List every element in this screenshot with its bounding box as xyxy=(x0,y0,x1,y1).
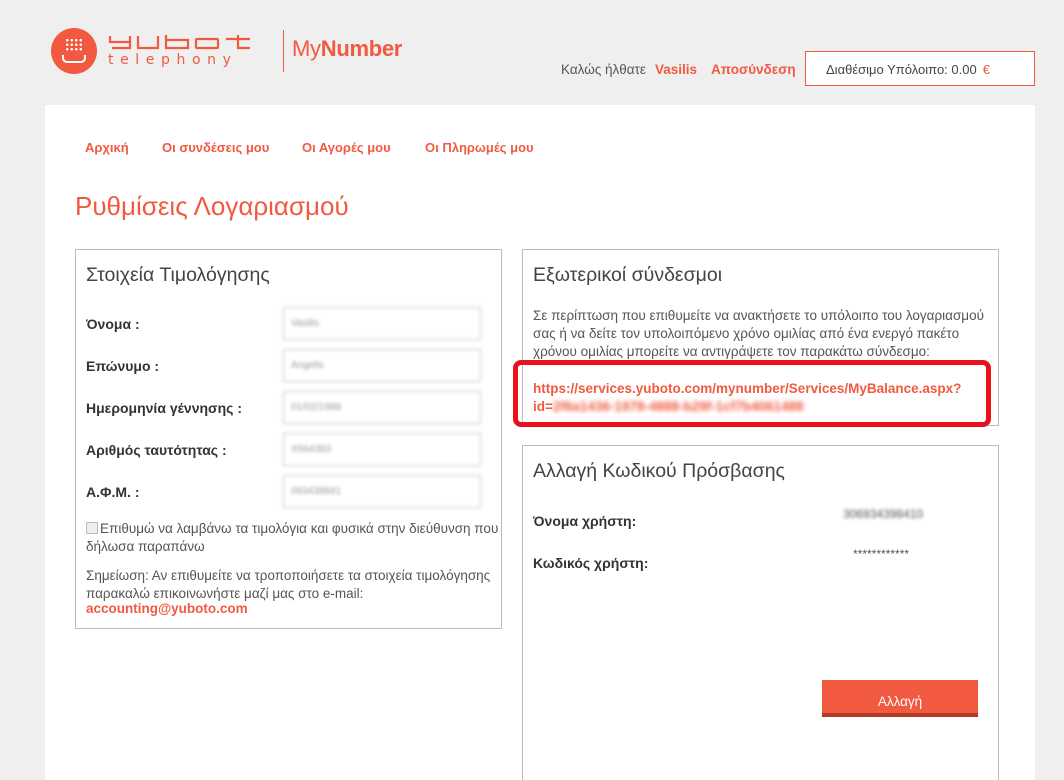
welcome-text: Καλώς ήλθατε xyxy=(561,62,646,77)
logout-link[interactable]: Αποσύνδεση xyxy=(711,62,796,77)
change-password-title: Αλλαγή Κωδικού Πρόσβασης xyxy=(533,460,785,482)
page-title: Ρυθμίσεις Λογαριασμού xyxy=(75,191,349,221)
username-label: Όνομα χρήστη: xyxy=(533,513,637,529)
vat-number-field[interactable]: 093439841 xyxy=(283,475,481,508)
nav-my-connections[interactable]: Οι συνδέσεις μου xyxy=(162,140,270,155)
nav-my-purchases[interactable]: Οι Αγορές μου xyxy=(302,140,391,155)
invoice-by-mail-checkbox[interactable] xyxy=(86,522,98,534)
first-name-label: Όνομα : xyxy=(86,316,140,332)
nav-my-payments[interactable]: Οι Πληρωμές μου xyxy=(425,140,534,155)
main-content xyxy=(45,105,1035,780)
password-label: Κωδικός χρήστη: xyxy=(533,555,649,571)
logo-subtitle: telephony xyxy=(108,52,238,68)
balance-box xyxy=(805,51,1035,86)
id-number-field[interactable]: X564393 xyxy=(283,433,481,466)
last-name-field[interactable]: Angelis xyxy=(283,349,481,382)
change-password-button[interactable]: Αλλαγή xyxy=(822,680,978,717)
currency-symbol: € xyxy=(982,62,990,77)
birth-date-label: Ημερομηνία γέννησης : xyxy=(86,400,243,416)
billing-panel-title: Στοιχεία Τιμολόγησης xyxy=(86,264,270,286)
invoice-by-mail-option xyxy=(86,520,501,556)
billing-note: Σημείωση: Αν επιθυμείτε να τροποποιήσετε τα στοιχεία τιμολόγησης παρακαλώ επικοινωνήστε μαζί μας στο e-mail: xyxy=(86,568,491,601)
brand-light: My xyxy=(292,36,321,61)
balance-label: Διαθέσιμο Υπόλοιπο: 0.00 xyxy=(826,62,977,77)
link-highlight-frame xyxy=(513,360,991,427)
accounting-email-link[interactable]: accounting@yuboto.com xyxy=(86,601,248,616)
balance-service-url: https://services.yuboto.com/mynumber/Services/MyBalance.aspx?id= xyxy=(533,381,962,414)
invoice-by-mail-label: Επιθυμώ να λαμβάνω τα τιμολόγια και φυσικά στην διεύθυνση που δήλωσα παραπάνω xyxy=(86,521,499,554)
yuboto-logo-icon[interactable] xyxy=(51,28,97,74)
birth-date-field[interactable]: 01/02/1988 xyxy=(283,391,481,424)
logo-divider xyxy=(283,30,284,72)
nav-home[interactable]: Αρχική xyxy=(85,140,129,155)
username-link[interactable]: Vasilis xyxy=(655,62,698,77)
header xyxy=(0,0,1064,105)
change-password-panel xyxy=(522,445,999,780)
id-number-label: Αριθμός ταυτότητας : xyxy=(86,442,227,458)
brand-bold: Number xyxy=(320,36,403,61)
brand-name[interactable] xyxy=(292,36,402,62)
billing-panel xyxy=(75,249,502,629)
external-links-title: Εξωτερικοί σύνδεσμοι xyxy=(533,264,723,286)
first-name-field[interactable]: Vasilis xyxy=(283,307,481,340)
balance-service-id: 2f6a1436-1978-4888-b29f-1cf7b4061488 xyxy=(552,399,804,414)
external-links-description: Σε περίπτωση που επιθυμείτε να ανακτήσετε το υπόλοιπο του λογαριασμού σας ή να δείτε τον υπολοιπόμενο χρόνο ομιλίας από ένα ενεργό πακέτο χρόνου ομιλίας μπορείτε να αντιγράψετε τον παρακάτω σύνδεσμο: xyxy=(533,308,984,359)
username-value: 306934398410 xyxy=(843,507,924,521)
password-value: ************ xyxy=(853,547,910,561)
vat-number-label: Α.Φ.Μ. : xyxy=(86,484,140,500)
yuboto-wordmark[interactable] xyxy=(108,34,270,52)
last-name-label: Επώνυμο : xyxy=(86,358,160,374)
